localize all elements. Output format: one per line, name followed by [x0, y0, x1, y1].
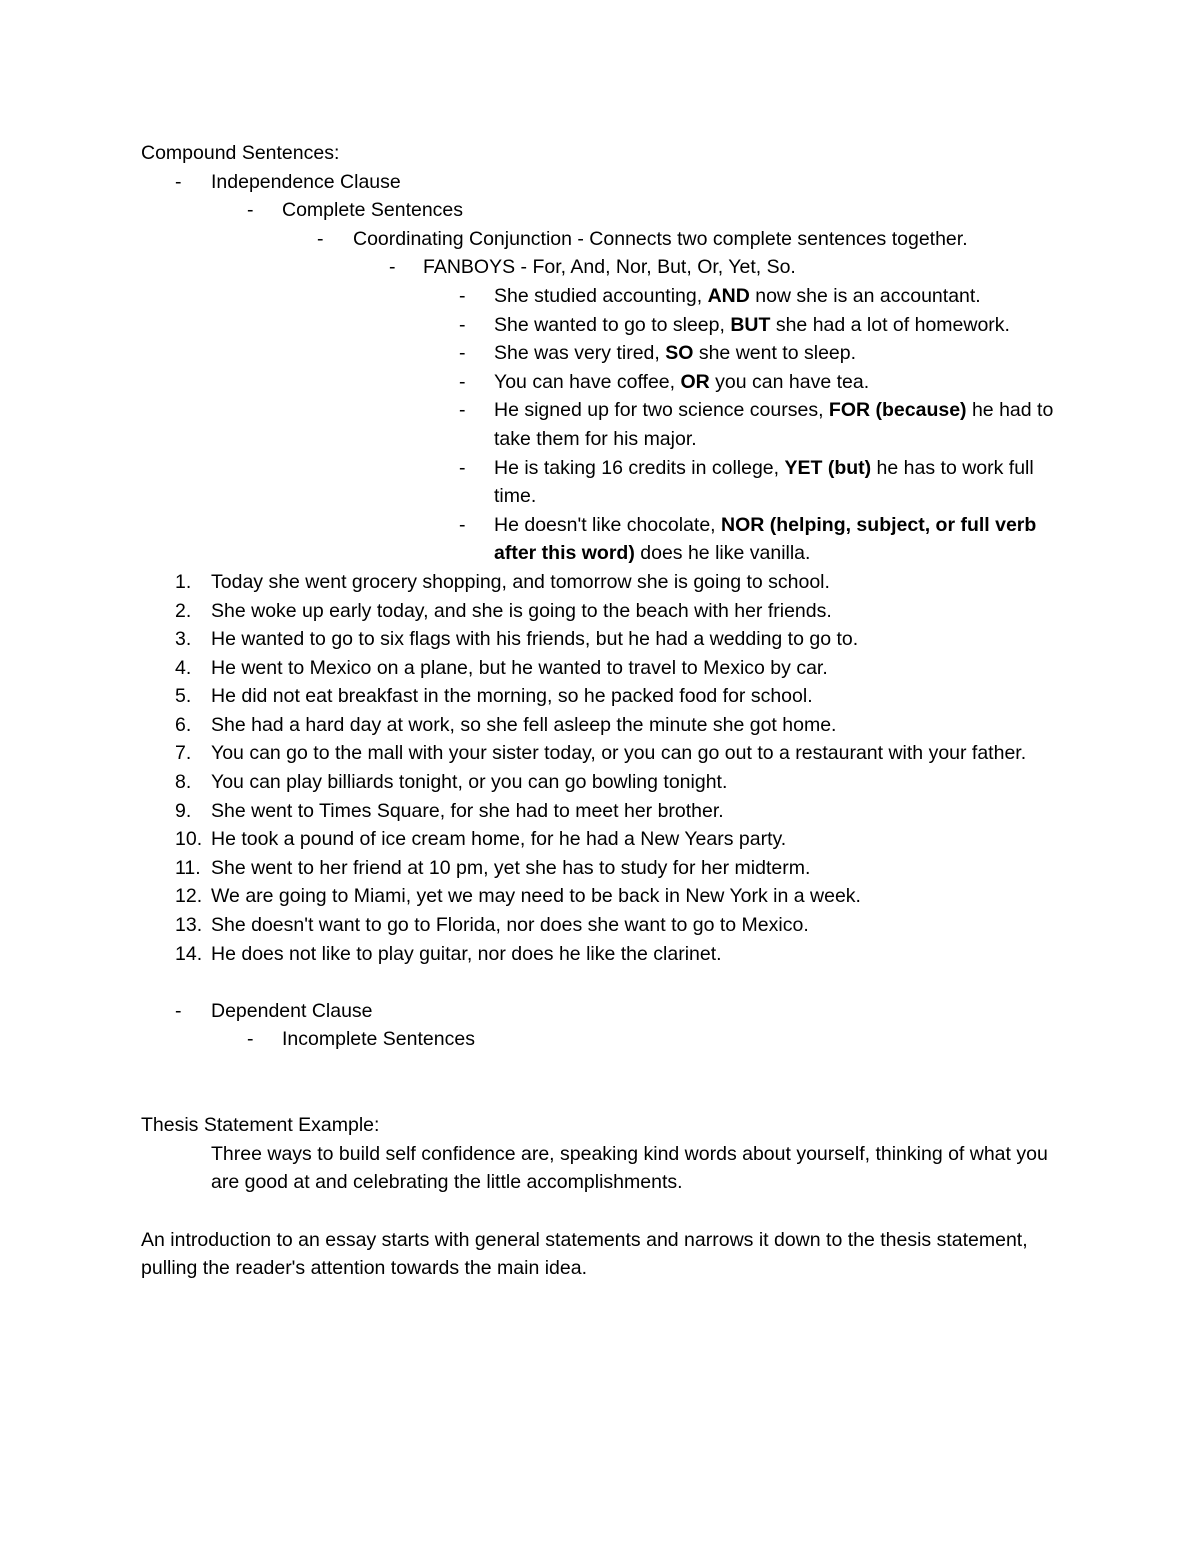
example-text: She studied accounting,: [494, 284, 708, 307]
conjunction-keyword: SO: [665, 342, 694, 365]
example-item: [141, 339, 1060, 368]
item-text: She had a hard day at work, so she fell asleep the minute she got home.: [211, 713, 837, 736]
outline-text: Coordinating Conjunction - Connects two complete sentences together.: [353, 227, 968, 250]
example-item: [141, 454, 1060, 511]
thesis-heading: Thesis Statement Example:: [141, 1114, 380, 1137]
example-item: [141, 311, 1060, 340]
bullet-dash: -: [459, 456, 466, 479]
item-text: She went to her friend at 10 pm, yet she has to study for her midterm.: [211, 856, 811, 879]
item-text: He wanted to go to six flags with his friends, but he had a wedding to go to.: [211, 628, 859, 651]
item-text: He took a pound of ice cream home, for he had a New Years party.: [211, 828, 787, 851]
conjunction-keyword: YET (but): [784, 456, 872, 479]
outline-item-level3: [141, 225, 1061, 254]
bullet-dash: -: [459, 284, 466, 307]
item-number: 4.: [175, 656, 192, 679]
item-number: 13.: [175, 914, 203, 937]
example-text: now she is an accountant.: [749, 284, 981, 307]
item-number: 11.: [175, 856, 201, 879]
item-text: He does not like to play guitar, nor does he like the clarinet.: [211, 942, 722, 965]
numbered-item: [141, 682, 1061, 711]
fanboys-examples-list: [141, 282, 1061, 568]
example-text: does he like vanilla.: [634, 542, 811, 565]
numbered-item: [141, 625, 1061, 654]
intro-paragraph: An introduction to an essay starts with general statements and narrows it down to the thesis statement, pulling the reader's attention towards the main idea.: [141, 1228, 1028, 1280]
example-text: she had a lot of homework.: [770, 313, 1010, 336]
outline-item-level2: [141, 196, 1061, 225]
example-item: [141, 396, 1060, 453]
item-number: 7.: [175, 742, 192, 765]
example-text: he has to work full time.: [494, 456, 1034, 508]
bullet-dash: -: [175, 999, 182, 1022]
item-number: 3.: [175, 628, 192, 651]
outline-item-level1: [141, 168, 1061, 197]
bullet-dash: -: [389, 256, 396, 279]
item-number: 10.: [175, 828, 203, 851]
outline-item-level4: [141, 253, 1061, 282]
item-text: She woke up early today, and she is going to the beach with her friends.: [211, 599, 832, 622]
conjunction-keyword: AND: [707, 284, 750, 307]
item-number: 12.: [175, 885, 203, 908]
section-heading: Compound Sentences:: [141, 142, 340, 164]
numbered-sentence-list: [141, 568, 1061, 968]
outline-text: FANBOYS - For, And, Nor, But, Or, Yet, So.: [423, 256, 796, 279]
example-text: He doesn't like chocolate,: [494, 513, 722, 536]
bullet-dash: -: [459, 342, 466, 365]
item-text: Today she went grocery shopping, and tomorrow she is going to school.: [211, 570, 830, 593]
item-text: You can go to the mall with your sister today, or you can go out to a restaurant with your father.: [211, 742, 1027, 765]
item-number: 6.: [175, 713, 192, 736]
numbered-item: [141, 739, 1061, 768]
example-text: You can have coffee,: [494, 370, 681, 393]
outline-item-incomplete: [141, 1025, 1061, 1054]
numbered-item: [141, 711, 1061, 740]
conjunction-keyword: FOR (because): [828, 399, 967, 422]
bullet-dash: -: [247, 199, 254, 222]
numbered-item: [141, 568, 1061, 597]
item-number: 1.: [175, 570, 192, 593]
item-number: 8.: [175, 771, 192, 794]
conjunction-keyword: NOR (helping, subject, or full verb after this word): [494, 513, 1037, 565]
numbered-item: [141, 597, 1061, 626]
conjunction-keyword: BUT: [730, 313, 771, 336]
example-item: [141, 511, 1060, 568]
bullet-dash: -: [459, 313, 466, 336]
bullet-dash: -: [317, 227, 324, 250]
outline-text: Dependent Clause: [211, 999, 373, 1022]
numbered-item: [141, 882, 1061, 911]
outline-item-dependent: [141, 997, 1061, 1026]
numbered-item: [141, 911, 1061, 940]
item-number: 2.: [175, 599, 192, 622]
numbered-item: [141, 768, 1061, 797]
example-text: you can have tea.: [709, 370, 870, 393]
example-text: She wanted to go to sleep,: [494, 313, 731, 336]
numbered-item: [141, 854, 1061, 883]
bullet-dash: -: [459, 370, 466, 393]
item-number: 14.: [175, 942, 203, 965]
outline-text: Incomplete Sentences: [282, 1028, 475, 1051]
item-text: You can play billiards tonight, or you can go bowling tonight.: [211, 771, 728, 794]
item-text: We are going to Miami, yet we may need to be back in New York in a week.: [211, 885, 861, 908]
bullet-dash: -: [247, 1028, 254, 1051]
document-body: [141, 139, 1061, 1283]
outline-text: Complete Sentences: [282, 199, 464, 222]
example-text: She was very tired,: [494, 342, 666, 365]
numbered-item: [141, 797, 1061, 826]
example-text: she went to sleep.: [693, 342, 857, 365]
example-item: [141, 282, 1060, 311]
thesis-text: Three ways to build self confidence are, speaking kind words about yourself, thinking of what you are good at and celebrating the little accomplishments.: [211, 1142, 1048, 1194]
item-text: She doesn't want to go to Florida, nor does she want to go to Mexico.: [211, 914, 809, 937]
item-text: He went to Mexico on a plane, but he wanted to travel to Mexico by car.: [211, 656, 828, 679]
bullet-dash: -: [459, 399, 466, 422]
item-number: 5.: [175, 685, 192, 708]
example-text: He signed up for two science courses,: [494, 399, 829, 422]
outline-text: Independence Clause: [211, 170, 401, 193]
numbered-item: [141, 825, 1061, 854]
example-text: He is taking 16 credits in college,: [494, 456, 785, 479]
numbered-item: [141, 940, 1061, 969]
numbered-item: [141, 654, 1061, 683]
example-item: [141, 368, 1060, 397]
example-text: he had to take them for his major.: [494, 399, 1054, 450]
item-number: 9.: [175, 799, 192, 822]
conjunction-keyword: OR: [680, 370, 710, 393]
bullet-dash: -: [175, 170, 182, 193]
bullet-dash: -: [459, 513, 466, 536]
item-text: He did not eat breakfast in the morning, so he packed food for school.: [211, 685, 813, 708]
item-text: She went to Times Square, for she had to meet her brother.: [211, 799, 724, 822]
